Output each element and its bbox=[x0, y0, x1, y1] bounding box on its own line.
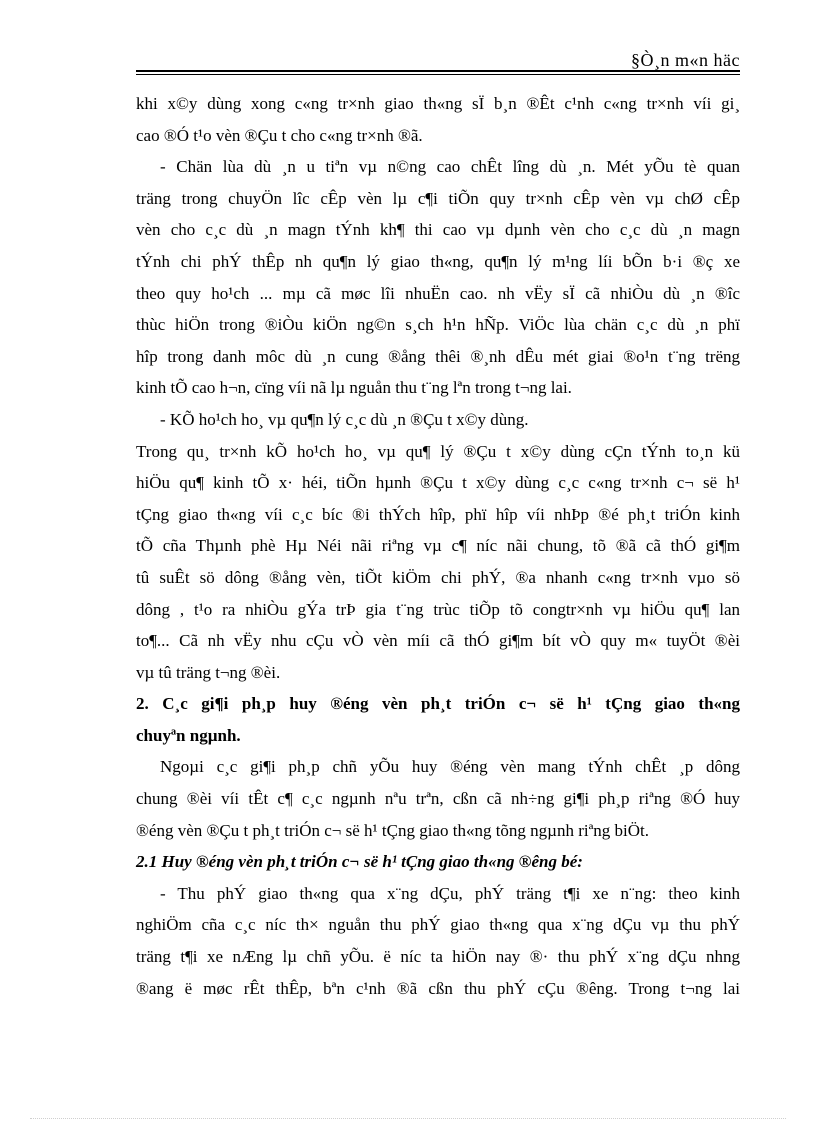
text-line: Trong qu¸ tr×nh kÕ ho¹ch ho¸ vµ qu¶ lý ®Çu t x©y dùng cÇn tÝnh to¸n kü bbox=[136, 441, 740, 461]
text-line: thùc hiÖn trong ®iÒu kiÖn ng©n s¸ch h¹n hÑp. ViÖc lùa chän c¸c dù ¸n phï bbox=[136, 315, 740, 335]
text-line: to¶... Cã nh vËy nhu cÇu vÒ vèn míi cã thÓ gi¶m bít vÒ quy m« tuyÖt ®èi bbox=[136, 631, 740, 651]
text-line: - KÕ ho¹ch ho¸ vµ qu¶n lý c¸c dù ¸n ®Çu t x©y dùng. bbox=[160, 409, 529, 429]
text-line: khi x©y dùng xong c«ng tr×nh giao th«ng sÏ b¸n ®Êt c¹nh c«ng tr×nh víi gi¸ bbox=[136, 94, 740, 113]
text-line: - Thu phÝ giao th«ng qua x¨ng dÇu, phÝ träng t¶i xe n¨ng: theo kinh bbox=[160, 883, 740, 903]
text-line: ®ang ë møc rÊt thÊp, bªn c¹nh ®ã cßn thu phÝ cÇu ®êng. Trong t¬ng lai bbox=[136, 978, 740, 998]
footer-dotted-line bbox=[30, 1118, 786, 1119]
header-rule-thick bbox=[136, 70, 740, 72]
text-line: dông , t¹o ra nhiÒu gÝa trÞ gia t¨ng trùc tiÕp tõ congtr×nh vµ hiÖu qu¶ lan bbox=[136, 599, 740, 619]
text-line: vèn cho c¸c dù ¸n magn tÝnh kh¶ thi cao vµ dµnh vèn cho c¸c dù ¸n magn bbox=[136, 220, 740, 240]
text-line: hiÖu qu¶ kinh tÕ x· héi, tiÕn hµnh ®Çu t x©y dùng c¸c c«ng tr×nh c¬ së h¹ bbox=[136, 473, 740, 493]
text-line: vµ tû träng t¬ng ®èi. bbox=[136, 662, 281, 682]
text-line: Ngoµi c¸c gi¶i ph¸p chñ yÕu huy ®éng vèn mang tÝnh chÊt ¸p dông bbox=[160, 757, 740, 777]
text-line: - Chän lùa dù ¸n u tiªn vµ n©ng cao chÊt lîng dù ¸n. Mét yÕu tè quan bbox=[160, 157, 740, 177]
text-line: nghiÖm cña c¸c níc th× nguån thu phÝ giao th«ng qua x¨ng dÇu vµ thu phÝ bbox=[136, 915, 740, 935]
text-line: chung ®èi víi tÊt c¶ c¸c ngµnh nªu trªn, cßn cã nh÷ng gi¶i ph¸p riªng ®Ó huy bbox=[136, 789, 740, 809]
text-line: ®éng vèn ®Çu t ph¸t triÓn c¬ së h¹ tÇng giao th«ng tõng ngµnh riªng biÖt. bbox=[136, 820, 650, 840]
text-line: kinh tÕ cao h¬n, cïng víi nã lµ nguån thu t¨ng lªn trong t¬ng lai. bbox=[136, 378, 572, 398]
text-line: hîp trong danh môc dù ¸n cung ®ång thêi ®¸nh dÊu mét giai ®o¹n t¨ng trëng bbox=[136, 346, 740, 366]
text-line: träng t¶i xe nÆng lµ chñ yÕu. ë níc ta hiÖn nay ®· thu phÝ x¨ng dÇu nhng bbox=[136, 947, 740, 967]
text-line: tÇng giao th«ng víi c¸c bíc ®i thÝch hîp, phï hîp víi nhÞp ®é ph¸t triÓn kinh bbox=[136, 504, 740, 524]
text-line: cao ®Ó t¹o vèn ®Çu t cho c«ng tr×nh ®ã. bbox=[136, 125, 423, 145]
text-line: träng trong chuyÖn lîc cÊp vèn lµ c¶i tiÕn quy tr×nh cÊp vèn vµ chØ cÊp bbox=[136, 188, 740, 208]
text-line: tÕ cña Thµnh phè Hµ Néi nãi riªng vµ c¶ níc nãi chung, tõ ®ã cã thÓ gi¶m bbox=[136, 536, 740, 556]
header-rule-thin bbox=[136, 74, 740, 75]
text-line: 2. C¸c gi¶i ph¸p huy ®éng vèn ph¸t triÓn c¬ së h¹ tÇng giao th«ng bbox=[136, 694, 740, 714]
page-header-title: §Ò¸n m«n häc bbox=[631, 50, 740, 70]
text-line: tÝnh chi phÝ thÊp nh qu¶n lý giao th«ng, qu¶n lý m¹ng líi bÕn b·i ®ç xe bbox=[136, 251, 740, 271]
text-line: chuyªn ngµnh. bbox=[136, 725, 241, 745]
text-line: theo quy ho¹ch ... mµ cã møc lîi nhuËn cao. nh vËy sÏ cã nhiÒu dù ¸n ®îc bbox=[136, 283, 740, 303]
text-line: 2.1 Huy ®éng vèn ph¸t triÓn c¬ së h¹ tÇng giao th«ng ®êng bé: bbox=[136, 852, 583, 872]
body-text bbox=[136, 88, 740, 1004]
text-line: tû suÊt sö dông ®ång vèn, tiÕt kiÖm chi phÝ, ®a nhanh c«ng tr×nh vµo sö bbox=[136, 567, 740, 587]
